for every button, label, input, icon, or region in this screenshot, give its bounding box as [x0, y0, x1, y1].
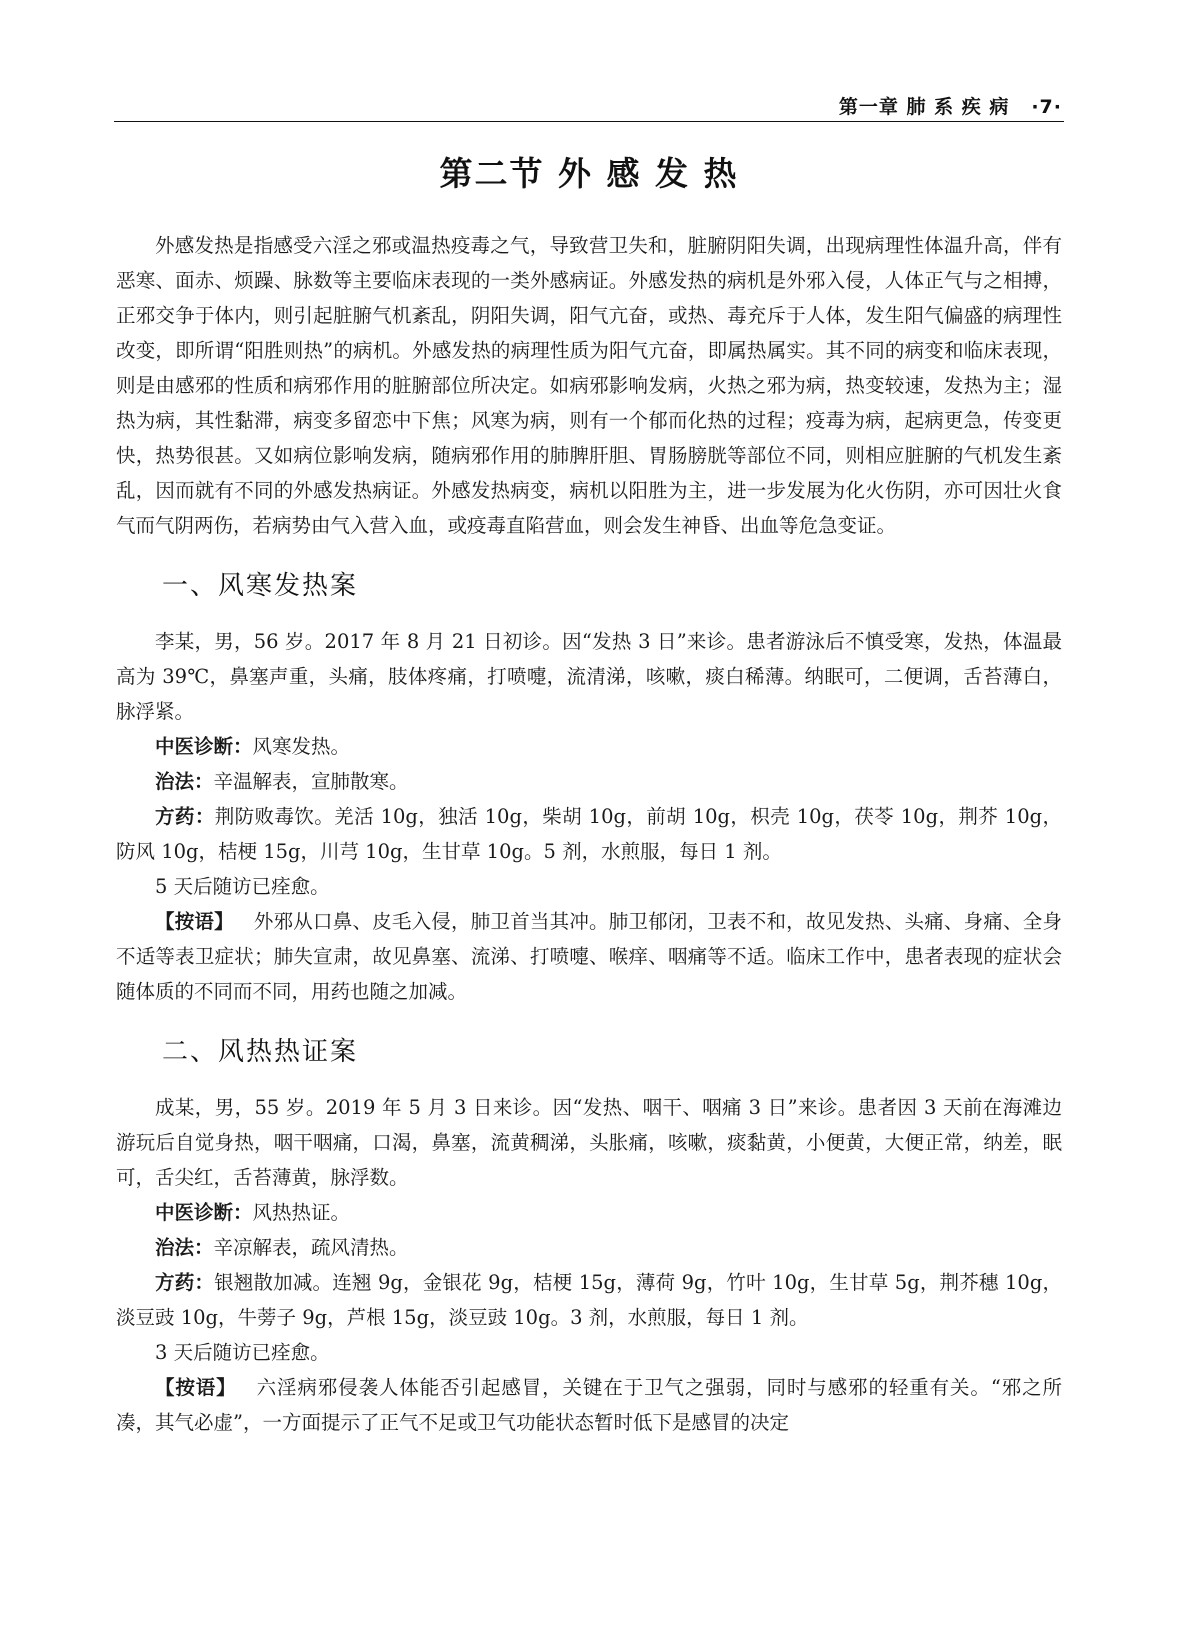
treatment-label: 治法： — [155, 770, 214, 793]
prescription-label: 方药： — [155, 805, 215, 828]
case-heading: 一、风寒发热案 — [162, 571, 359, 601]
prescription-line — [116, 799, 1062, 869]
commentary — [116, 904, 1062, 1009]
treatment-line — [116, 1230, 1062, 1265]
treatment-label: 治法： — [155, 1236, 214, 1259]
intro-paragraph: 外感发热是指感受六淫之邪或温热疫毒之气，导致营卫失和，脏腑阴阳失调，出现病理性体温升高，伴有恶寒、面赤、烦躁、脉数等主要临床表现的一类外感病证。外感发热的病机是外邪入侵，人体正气与之相搏，正邪交争于体内，则引起脏腑气机紊乱，阴阳失调，阳气亢奋，或热、毒充斥于人体，发生阳气偏盛的病理性改变，即所谓“阳胜则热”的病机。外感发热的病理性质为阳气亢奋，即属热属实。其不同的病变和临床表现，则是由感邪的性质和病邪作用的脏腑部位所决定。如病邪影响发病，火热之邪为病，热变较速，发热为主；湿热为病，其性黏滞，病变多留恋中下焦；风寒为病，则有一个郁而化热的过程；疫毒为病，起病更急，传变更快，热势很甚。又如病位影响发病，随病邪作用的肺脾肝胆、胃肠膀胱等部位不同，则相应脏腑的气机发生紊乱，因而就有不同的外感发热病证。外感发热病变，病机以阳胜为主，进一步发展为化火伤阴，亦可因壮火食气而气阴两伤，若病势由气入营入血，或疫毒直陷营血，则会发生神昏、出血等危急变证。 — [116, 234, 1062, 537]
diagnosis-text: 风热热证。 — [252, 1201, 351, 1224]
diagnosis-text: 风寒发热。 — [252, 735, 351, 758]
diagnosis-line — [116, 1195, 1062, 1230]
prescription-text: 银翘散加减。连翘 9g，金银花 9g，桔梗 15g，薄荷 9g，竹叶 10g，生甘草 5g，荆芥穗 10g，淡豆豉 10g，牛蒡子 9g，芦根 15g，淡豆豉 10g。3 剂，水煎服，每日 1 剂。 — [116, 1271, 1062, 1329]
header-rule — [114, 121, 1064, 122]
page-body — [116, 228, 1062, 1440]
prescription-line — [116, 1265, 1062, 1335]
diagnosis-label: 中医诊断： — [155, 1201, 253, 1224]
diagnosis-label: 中医诊断： — [155, 735, 253, 758]
treatment-text: 辛凉解表，疏风清热。 — [213, 1236, 409, 1259]
case-wind-heat — [116, 1034, 1062, 1440]
treatment-text: 辛温解表，宣肺散寒。 — [213, 770, 409, 793]
case-history: 李某，男，56 岁。2017 年 8 月 21 日初诊。因“发热 3 日”来诊。患者游泳后不慎受寒，发热，体温最高为 39℃，鼻塞声重，头痛，肢体疼痛，打喷嚏，流清涕，咳嗽，痰白稀薄。纳眠可，二便调，舌苔薄白，脉浮紧。 — [116, 630, 1062, 723]
commentary-text: 六淫病邪侵袭人体能否引起感冒，关键在于卫气之强弱，同时与感邪的轻重有关。“邪之所凑，其气必虚”，一方面提示了正气不足或卫气功能状态暂时低下是感冒的决定 — [116, 1376, 1062, 1434]
commentary-label: 【按语】 — [155, 1376, 237, 1399]
case-wind-cold — [116, 568, 1062, 1009]
followup-line: 3 天后随访已痊愈。 — [155, 1341, 330, 1364]
case-heading: 二、风热热证案 — [162, 1037, 359, 1067]
prescription-text: 荆防败毒饮。羌活 10g，独活 10g，柴胡 10g，前胡 10g，枳壳 10g，茯苓 10g，荆芥 10g，防风 10g，桔梗 15g，川芎 10g，生甘草 10g。5 剂，水煎服，每日 1 剂。 — [116, 805, 1062, 863]
commentary-text: 外邪从口鼻、皮毛入侵，肺卫首当其冲。肺卫郁闭，卫表不和，故见发热、头痛、身痛、全身不适等表卫症状；肺失宣肃，故见鼻塞、流涕、打喷嚏、喉痒、咽痛等不适。临床工作中，患者表现的症状会随体质的不同而不同，用药也随之加减。 — [116, 910, 1062, 1003]
section-title: 第二节 外 感 发 热 — [439, 154, 739, 193]
case-history: 成某，男，55 岁。2019 年 5 月 3 日来诊。因“发热、咽干、咽痛 3 日”来诊。患者因 3 天前在海滩边游玩后自觉身热，咽干咽痛，口渴，鼻塞，流黄稠涕，头胀痛，咳嗽，痰黏黄，小便黄，大便正常，纳差，眠可，舌尖红，舌苔薄黄，脉浮数。 — [116, 1096, 1062, 1189]
followup-line: 5 天后随访已痊愈。 — [155, 875, 330, 898]
page-number: ·7· — [1031, 96, 1062, 118]
prescription-label: 方药： — [155, 1271, 215, 1294]
treatment-line — [116, 764, 1062, 799]
commentary-label: 【按语】 — [155, 910, 234, 933]
diagnosis-line — [116, 729, 1062, 764]
commentary — [116, 1370, 1062, 1440]
chapter-title: 第一章 肺 系 疾 病 — [838, 96, 1010, 118]
running-head — [839, 92, 1062, 119]
